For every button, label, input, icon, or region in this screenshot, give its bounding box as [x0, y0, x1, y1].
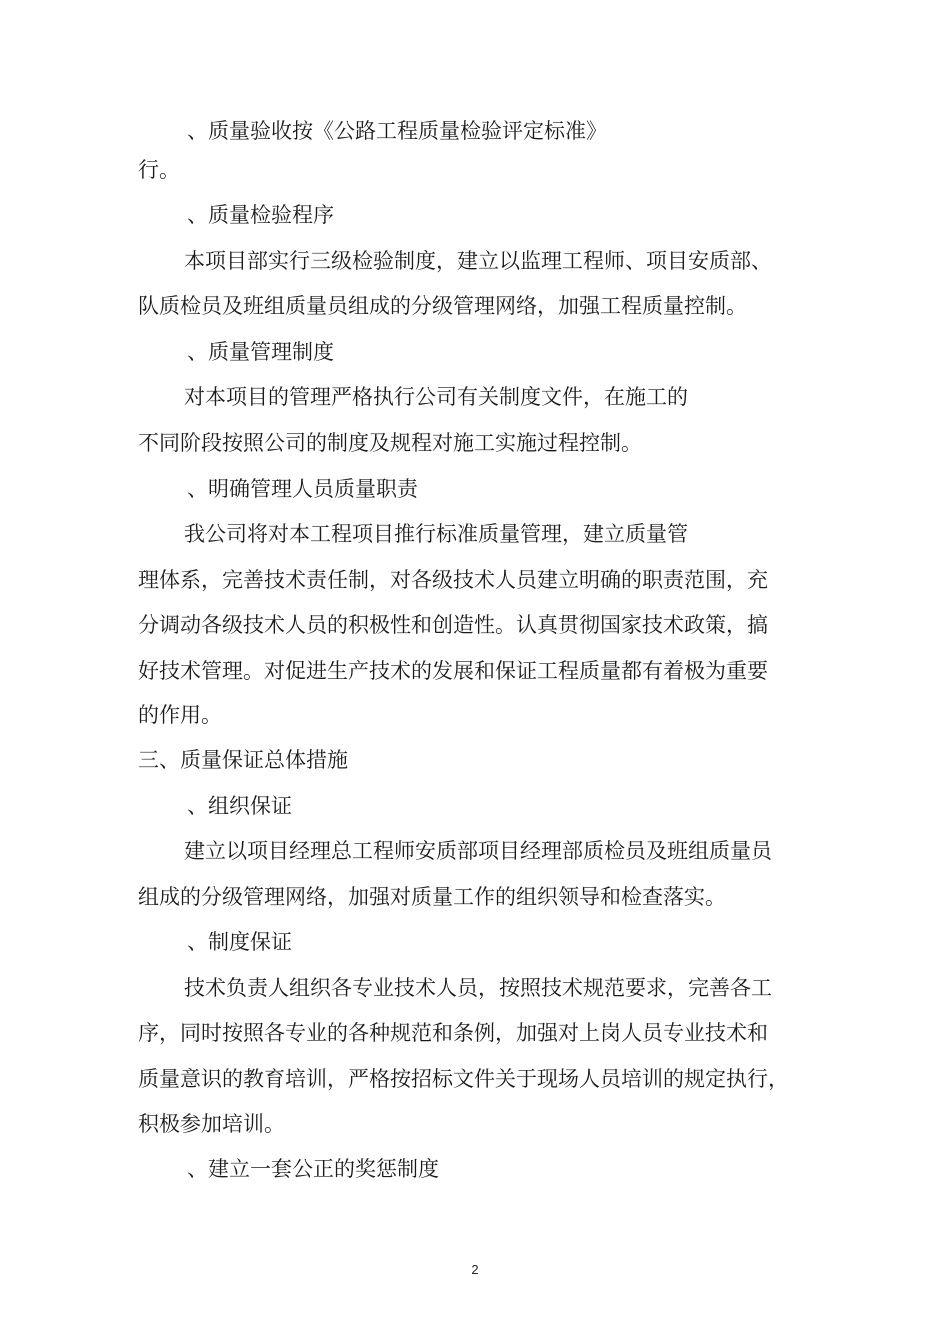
text-line: 的作用。	[138, 703, 222, 727]
text-line: 分调动各级技术人员的积极性和创造性。认真贯彻国家技术政策，搞	[138, 613, 768, 637]
text-line: 技术负责人组织各专业技术人员，按照技术规范要求，完善各工	[184, 976, 772, 1000]
text-line: 、制度保证	[187, 930, 292, 954]
text-line: 、质量管理制度	[187, 340, 334, 364]
text-line: 、明确管理人员质量职责	[187, 477, 418, 501]
text-line: 我公司将对本工程项目推行标准质量管理，建立质量管	[184, 522, 688, 546]
section-heading: 三、质量保证总体措施	[138, 748, 348, 772]
text-line: 、组织保证	[187, 794, 292, 818]
text-line: 行。	[138, 158, 180, 182]
text-line: 质量意识的教育培训，严格按招标文件关于现场人员培训的规定执行，	[138, 1067, 789, 1091]
text-line: 、建立一套公正的奖惩制度	[187, 1157, 439, 1181]
text-line: 、质量验收按《公路工程质量检验评定标准》	[187, 119, 607, 143]
text-line: 积极参加培训。	[138, 1112, 285, 1136]
text-line: 建立以项目经理总工程师安质部项目经理部质检员及班组质量员	[184, 839, 772, 863]
text-line: 队质检员及班组质量员组成的分级管理网络，加强工程质量控制。	[138, 294, 747, 318]
text-line: 理体系，完善技术责任制，对各级技术人员建立明确的职责范围，充	[138, 568, 768, 592]
text-line: 组成的分级管理网络，加强对质量工作的组织领导和检查落实。	[138, 885, 726, 909]
text-line: 不同阶段按照公司的制度及规程对施工实施过程控制。	[138, 431, 642, 455]
text-line: 、质量检验程序	[187, 203, 334, 227]
text-line: 好技术管理。对促进生产技术的发展和保证工程质量都有着极为重要	[138, 659, 768, 683]
page-number: 2	[471, 1262, 479, 1277]
text-line: 对本项目的管理严格执行公司有关制度文件，在施工的	[184, 385, 688, 409]
text-line: 序，同时按照各专业的各种规范和条例，加强对上岗人员专业技术和	[138, 1021, 768, 1045]
text-line: 本项目部实行三级检验制度，建立以监理工程师、项目安质部、	[184, 249, 772, 273]
